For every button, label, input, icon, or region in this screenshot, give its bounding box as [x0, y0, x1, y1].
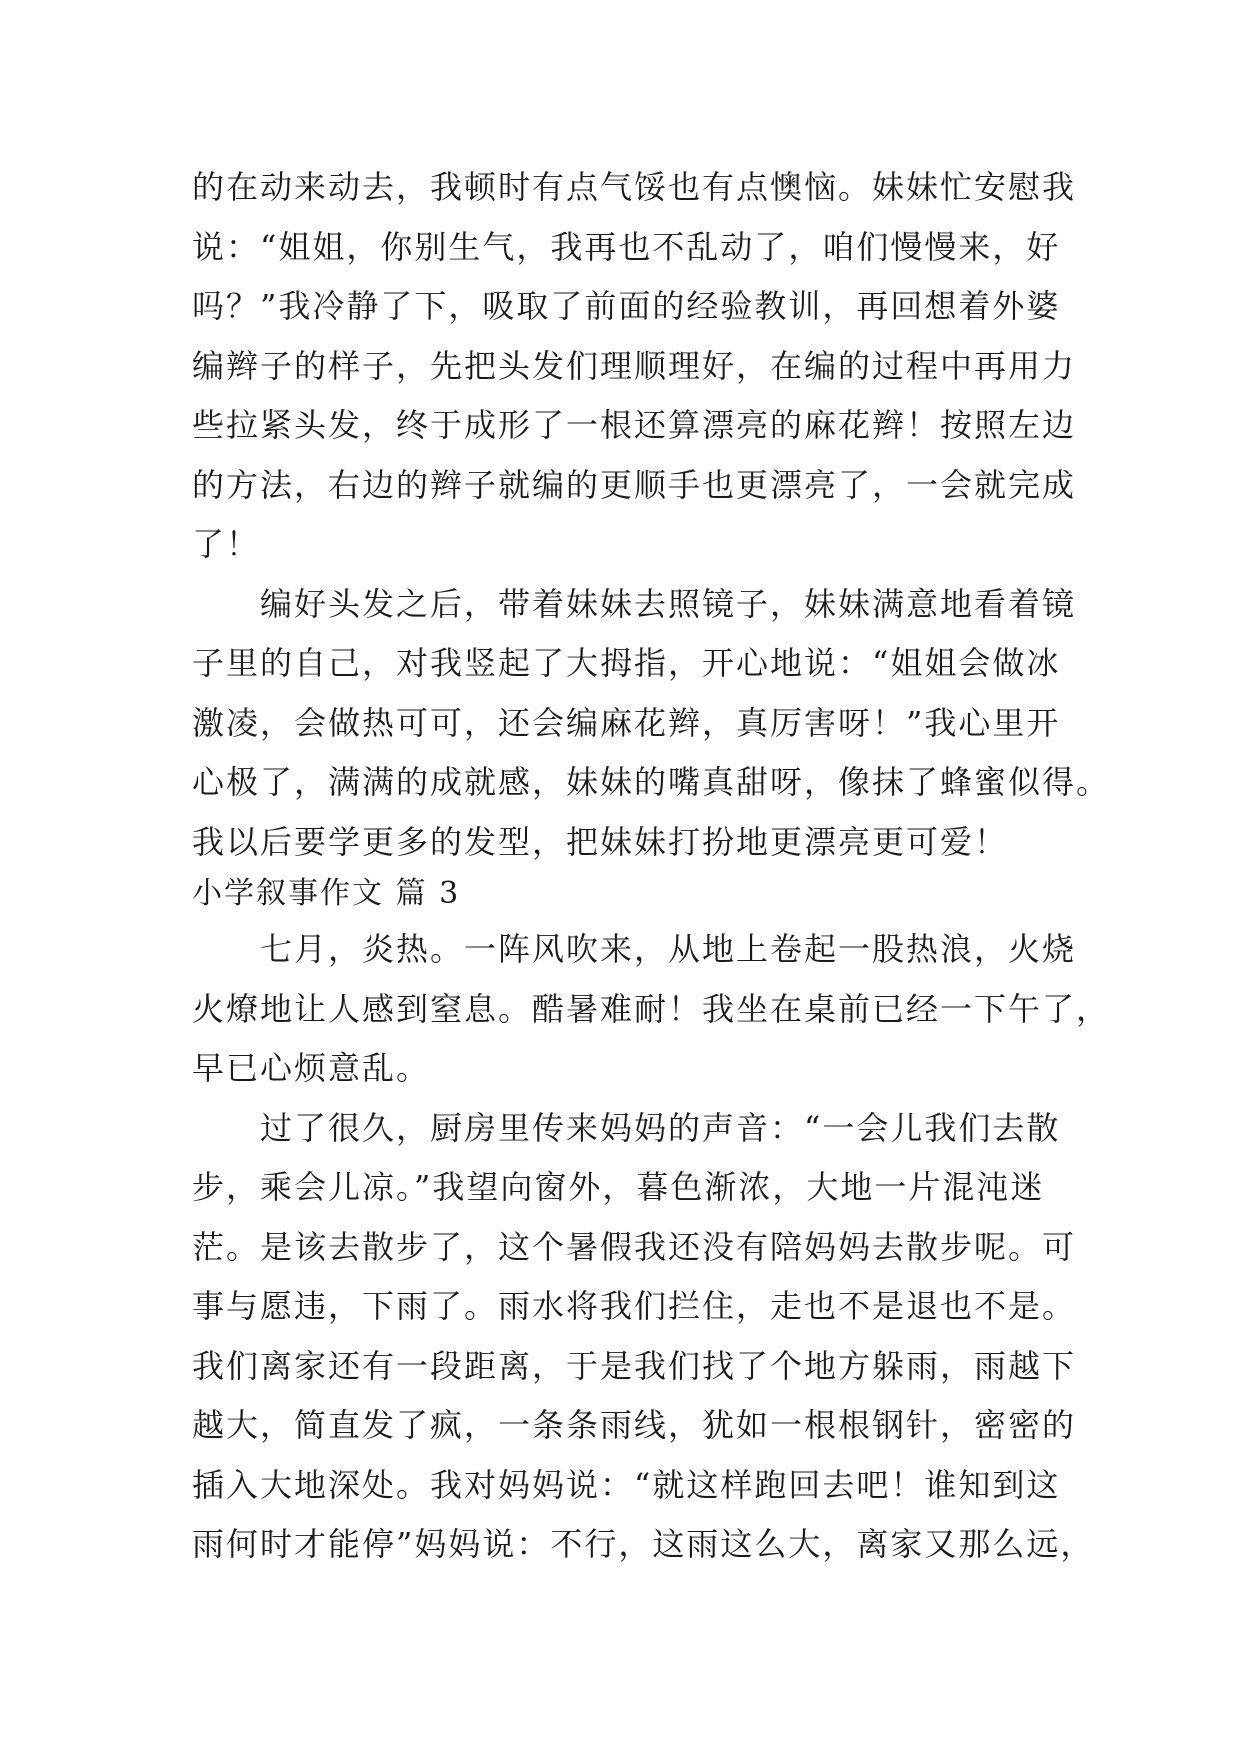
text-line: 些拉紧头发，终于成形了一根还算漂亮的麻花辫！按照左边	[192, 406, 1077, 444]
paragraph-3	[192, 920, 1111, 1099]
text-line: 心极了，满满的成就感，妹妹的嘴真甜呀，像抹了蜂蜜似得。	[192, 763, 1111, 801]
text-line: 吗？”我冷静了下，吸取了前面的经验教训，再回想着外婆	[192, 287, 1061, 325]
text-line: 子里的自己，对我竖起了大拇指，开心地说：“姐姐会做冰	[192, 644, 1061, 682]
text-line: 过了很久，厨房里传来妈妈的声音：“一会儿我们去散	[192, 1108, 1061, 1147]
text-line: 茫。是该去散步了，这个暑假我还没有陪妈妈去散步呢。可	[192, 1227, 1077, 1266]
text-line: 七月，炎热。一阵风吹来，从地上卷起一股热浪，火烧	[192, 930, 1077, 968]
text-line: 编好头发之后，带着妹妹去照镜子，妹妹满意地看着镜	[192, 584, 1077, 623]
paragraph-2	[192, 575, 1111, 873]
text-line: 的在动来动去，我顿时有点气馁也有点懊恼。妹妹忙安慰我	[192, 168, 1077, 206]
section-heading: 小学叙事作文 篇 3	[192, 876, 461, 911]
text-line: 雨何时才能停”妈妈说：不行，这雨这么大，离家又那么远，	[192, 1525, 1095, 1563]
text-line: 编辫子的样子，先把头发们理顺理好，在编的过程中再用力	[192, 346, 1077, 385]
article-body	[192, 158, 1111, 1575]
paragraph-1	[192, 158, 1077, 575]
text-line: 说：“姐姐，你别生气，我再也不乱动了，咱们慢慢来，好	[192, 227, 1061, 266]
paragraph-4	[192, 1099, 1095, 1575]
text-line: 早已心烦意乱。	[192, 1049, 431, 1087]
text-line: 我们离家还有一段距离，于是我们找了个地方躲雨，雨越下	[192, 1346, 1077, 1385]
text-line: 插入大地深处。我对妈妈说：“就这样跑回去吧！谁知到这	[192, 1465, 1061, 1504]
text-line: 的方法，右边的辫子就编的更顺手也更漂亮了，一会就完成	[192, 465, 1077, 504]
text-line: 我以后要学更多的发型，把妹妹打扮地更漂亮更可爱！	[192, 822, 1009, 861]
text-line: 事与愿违，下雨了。雨水将我们拦住，走也不是退也不是。	[192, 1287, 1077, 1325]
text-line: 步，乘会儿凉。”我望向窗外，暮色渐浓，大地一片混沌迷	[192, 1168, 1045, 1206]
text-line: 了！	[192, 525, 261, 563]
text-line: 火燎地让人感到窒息。酷暑难耐！我坐在桌前已经一下午了，	[192, 989, 1111, 1028]
text-line: 激凌，会做热可可，还会编麻花辫，真厉害呀！”我心里开	[192, 703, 1061, 742]
text-line: 越大，简直发了疯，一条条雨线，犹如一根根钢针，密密的	[192, 1406, 1077, 1444]
